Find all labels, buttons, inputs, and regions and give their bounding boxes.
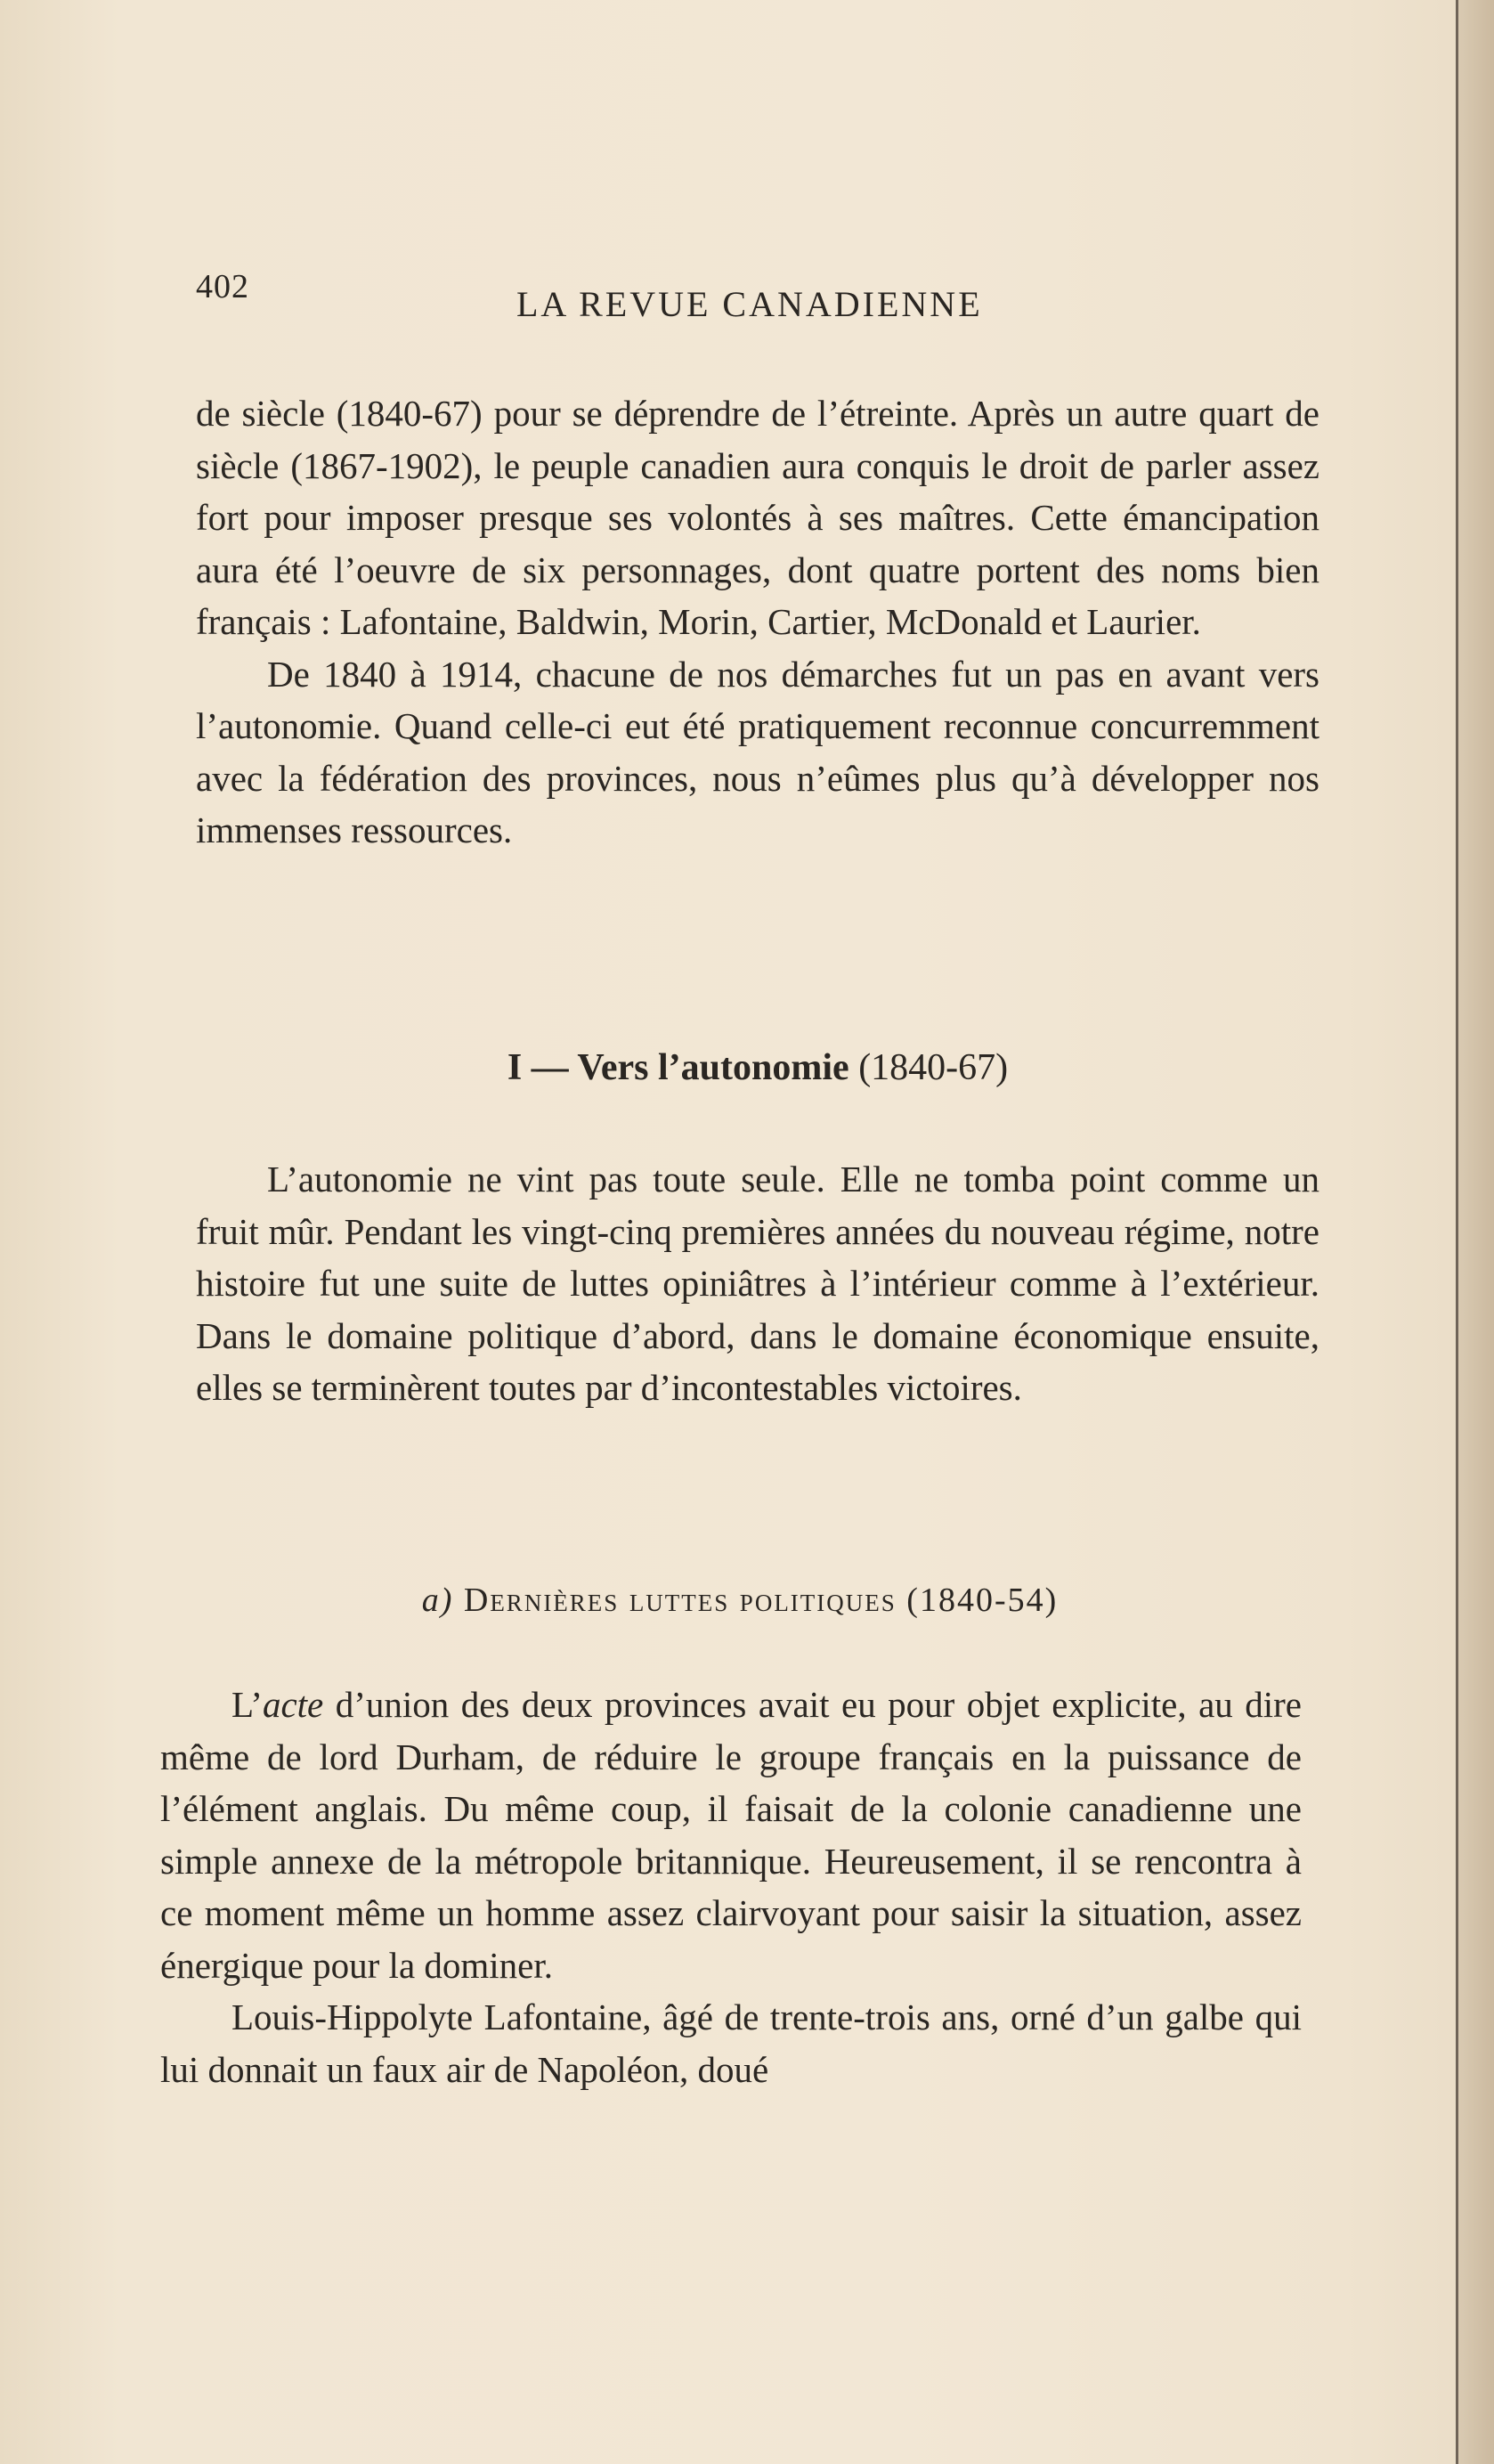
section-heading [196,1046,1319,1089]
section-paragraph-1: L’autonomie ne vint pas toute seule. Elle ne tomba point comme un fruit mûr. Pendant les vingt-cinq premières années du nouveau régime, notre histoire fut une suite de luttes opiniâtres à l’intérieur comme à l’extérieur. Dans le domaine politique d’abord, dans le domaine économique ensuite, elles se terminèrent toutes par d’incontestables victoires. [196,1159,1319,1408]
italic-term: acte [262,1684,324,1725]
section-heading-title: I — Vers l’autonomie [507,1047,849,1088]
intro-text [196,387,1319,857]
page-number: 402 [196,268,249,305]
running-header [196,267,1309,329]
subsection-paragraph-1 [160,1679,1302,1991]
running-title: LA REVUE CANADIENNE [516,284,983,324]
section-heading-dates: (1840-67) [858,1047,1009,1088]
page-shadow [1458,0,1494,2464]
paragraph-rest: d’union des deux provinces avait eu pour objet explicite, au dire même de lord Durham, de réduire le groupe français en la puissance de l’élément anglais. Du même coup, il faisait de la colonie canadienne une simple annexe de la métropole britannique. Heureusement, il se rencontra à ce moment même un homme assez clairvoyant pour saisir la situation, assez énergique pour la dominer. [160,1684,1302,1986]
paragraph-start: L’ [231,1684,263,1725]
section-text [196,1153,1319,1414]
subsection-paragraph-2: Louis-Hippolyte Lafontaine, âgé de trente-trois ans, orné d’un galbe qui lui donnait un faux air de Napoléon, doué [160,1996,1302,2090]
intro-paragraph-2: De 1840 à 1914, chacune de nos démarches fut un pas en avant vers l’autonomie. Quand celle-ci eut été pratiquement reconnue concurremment avec la fédération des provinces, nous n’eûmes plus qu’à développer nos immenses ressources. [196,653,1319,850]
subsection-text [160,1679,1302,2095]
subsection-title: Dernières luttes politiques [463,1582,897,1619]
intro-paragraph-1: de siècle (1840-67) pour se déprendre de l’étreinte. Après un autre quart de siècle (1867-1902), le peuple canadien aura conquis le droit de parler assez fort pour imposer presque ses volontés à ses maîtres. Cette émancipation aura été l’oeuvre de six personnages, dont quatre portent des noms bien français : Lafontaine, Baldwin, Morin, Cartier, McDonald et Laurier. [196,393,1319,642]
subsection-dates: (1840-54) [906,1582,1059,1619]
subsection-heading [178,1581,1302,1620]
subsection-marker: a) [421,1582,454,1619]
